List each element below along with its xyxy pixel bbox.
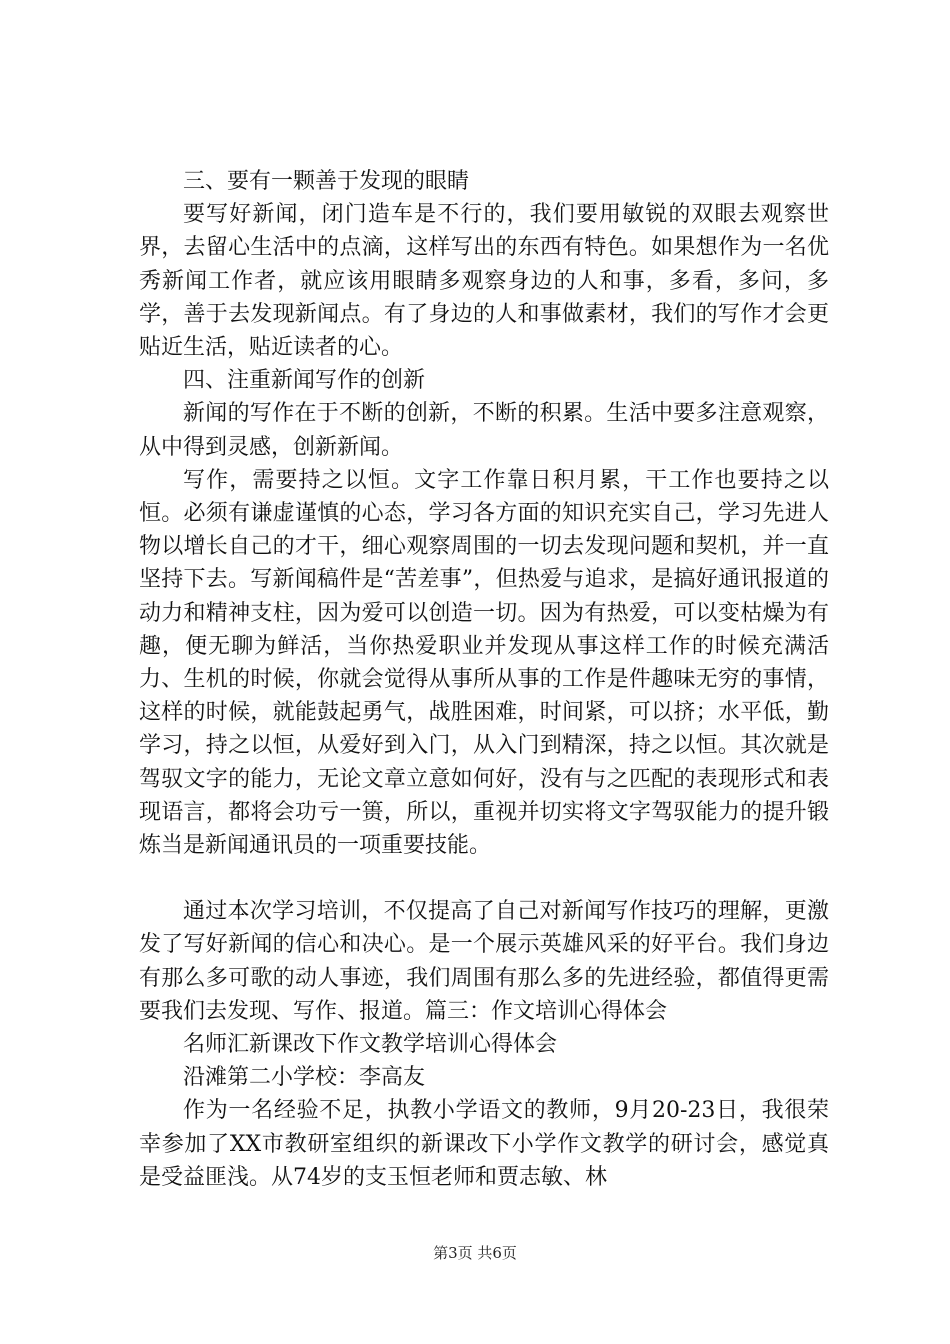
paragraph-spacer [139, 862, 829, 895]
section-heading-3: 三、要有一颗善于发现的眼睛 [183, 169, 470, 194]
page-footer: 第3页 共6页 [433, 1244, 517, 1262]
document-body [139, 165, 829, 1194]
paragraph: 要写好新闻，闭门造车是不行的，我们要用敏锐的双眼去观察世界，去留心生活中的点滴，这样写出的东西有特色。如果想作为一名优秀新闻工作者，就应该用眼睛多观察身边的人和事，多看，多问，多学，善于去发现新闻点。有了身边的人和事做素材，我们的写作才会更贴近生活，贴近读者的心。 [139, 202, 829, 361]
paragraph: 新闻的写作在于不断的创新，不断的积累。生活中要多注意观察，从中得到灵感，创新新闻。 [139, 401, 829, 460]
author-line: 沿滩第二小学校：李高友 [183, 1065, 426, 1091]
section-heading-4: 四、注重新闻写作的创新 [183, 368, 426, 394]
paragraph: 通过本次学习培训，不仅提高了自己对新闻写作技巧的理解，更激发了写好新闻的信心和决心。是一个展示英雄风采的好平台。我们身边有那么多可歌的动人事迹，我们周围有那么多的先进经验，都值得更需要我们去发现、写作、报道。篇三：作文培训心得体会 [139, 899, 829, 1024]
article-title: 名师汇新课改下作文教学培训心得体会 [183, 1032, 558, 1058]
paragraph: 写作，需要持之以恒。文字工作靠日积月累，干工作也要持之以恒。必须有谦虚谨慎的心态，学习各方面的知识充实自己，学习先进人物以增长自己的才干，细心观察周围的一切去发现问题和契机，并一直坚持下去。写新闻稿件是“苦差事”，但热爱与追求，是搞好通讯报道的动力和精神支柱，因为爱可以创造一切。因为有热爱，可以变枯燥为有趣，便无聊为鲜活，当你热爱职业并发现从事这样工作的时候充满活力、生机的时候，你就会觉得从事所从事的工作是件趣味无穷的事情，这样的时候，就能鼓起勇气，战胜困难，时间紧，可以挤；水平低，勤学习，持之以恒，从爱好到入门，从入门到精深，持之以恒。其次就是驾驭文字的能力，无论文章立意如何好，没有与之匹配的表现形式和表现语言，都将会功亏一篑，所以，重视并切实将文字驾驭能力的提升锻炼当是新闻通讯员的一项重要技能。 [139, 467, 829, 859]
paragraph: 作为一名经验不足，执教小学语文的教师，9月20-23日，我很荣幸参加了XX市教研室组织的新课改下小学作文教学的研讨会，感觉真是受益匪浅。从74岁的支玉恒老师和贾志敏、林 [139, 1098, 829, 1190]
